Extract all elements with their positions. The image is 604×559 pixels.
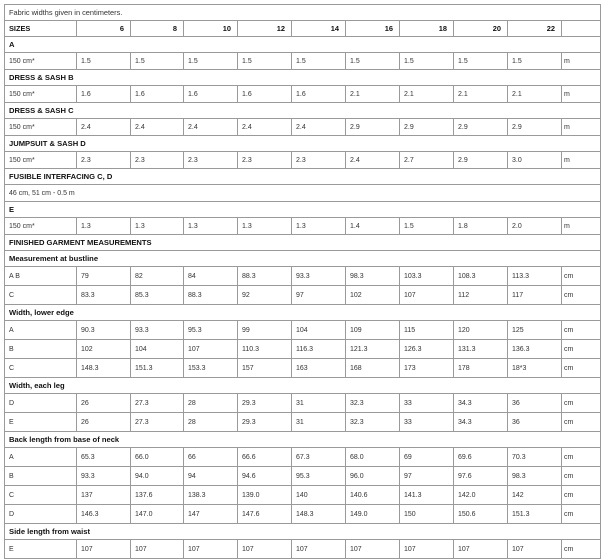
value-cell: 110.3 — [238, 340, 292, 359]
value-cell: 33 — [400, 394, 454, 413]
value-cell: 84 — [184, 267, 238, 286]
value-cell: 2.4 — [238, 119, 292, 136]
value-cell: 109 — [346, 321, 400, 340]
value-cell: 104 — [131, 340, 184, 359]
value-cell: 107 — [77, 540, 131, 559]
value-cell: 2.9 — [400, 119, 454, 136]
row-label: C — [5, 286, 77, 305]
value-cell: 67.3 — [292, 448, 346, 467]
section-title-row — [5, 103, 601, 119]
value-cell: 98.3 — [508, 467, 562, 486]
value-cell: 1.5 — [400, 218, 454, 235]
value-cell: 142.0 — [454, 486, 508, 505]
value-cell: 93.3 — [292, 267, 346, 286]
value-cell: 82 — [131, 267, 184, 286]
value-cell: 1.6 — [77, 86, 131, 103]
value-cell: 2.4 — [131, 119, 184, 136]
measurement-row — [5, 540, 601, 559]
value-cell: 1.5 — [184, 53, 238, 70]
value-cell: 26 — [77, 413, 131, 432]
value-cell: 2.0 — [508, 218, 562, 235]
row-label: B — [5, 340, 77, 359]
value-cell: 66.6 — [238, 448, 292, 467]
value-cell: 32.3 — [346, 413, 400, 432]
size-header: 12 — [238, 21, 292, 37]
section-title-row — [5, 169, 601, 185]
measurement-row — [5, 359, 601, 378]
section-title: Side length from waist — [5, 524, 601, 540]
value-cell: 1.5 — [238, 53, 292, 70]
value-cell: 107 — [400, 540, 454, 559]
value-cell: 102 — [77, 340, 131, 359]
section-title: DRESS & SASH B — [5, 70, 601, 86]
value-cell: 2.3 — [184, 152, 238, 169]
value-cell: 97 — [400, 467, 454, 486]
value-cell: 1.3 — [292, 218, 346, 235]
section-title-row — [5, 70, 601, 86]
value-cell: 34.3 — [454, 394, 508, 413]
value-cell: 163 — [292, 359, 346, 378]
section-title-row — [5, 432, 601, 448]
value-cell: 1.3 — [77, 218, 131, 235]
measurement-row — [5, 505, 601, 524]
value-cell: 126.3 — [400, 340, 454, 359]
value-cell: 88.3 — [238, 267, 292, 286]
value-cell: 1.4 — [346, 218, 400, 235]
value-cell: 97 — [292, 286, 346, 305]
size-header: 22 — [508, 21, 562, 37]
value-cell: 1.3 — [238, 218, 292, 235]
value-cell: 107 — [508, 540, 562, 559]
measurement-row — [5, 119, 601, 136]
value-cell: 1.5 — [292, 53, 346, 70]
value-cell: 103.3 — [400, 267, 454, 286]
section-title: FINISHED GARMENT MEASUREMENTS — [5, 235, 601, 251]
value-cell: 107 — [454, 540, 508, 559]
value-cell: 1.5 — [346, 53, 400, 70]
value-cell: 2.1 — [346, 86, 400, 103]
value-cell: 2.9 — [346, 119, 400, 136]
value-cell: 2.4 — [77, 119, 131, 136]
value-cell: 65.3 — [77, 448, 131, 467]
section-title: A — [5, 37, 601, 53]
section-title: JUMPSUIT & SASH D — [5, 136, 601, 152]
value-cell: 149.0 — [346, 505, 400, 524]
section-detail-row — [5, 185, 601, 202]
value-cell: 68.0 — [346, 448, 400, 467]
measurement-row — [5, 467, 601, 486]
section-title-row — [5, 202, 601, 218]
measurement-row — [5, 413, 601, 432]
value-cell: 142 — [508, 486, 562, 505]
value-cell: 2.1 — [454, 86, 508, 103]
value-cell: 93.3 — [131, 321, 184, 340]
value-cell: 1.5 — [131, 53, 184, 70]
size-header: 6 — [77, 21, 131, 37]
value-cell: 147.6 — [238, 505, 292, 524]
value-cell: 70.3 — [508, 448, 562, 467]
size-header: 20 — [454, 21, 508, 37]
value-cell: 98.3 — [346, 267, 400, 286]
section-title: DRESS & SASH C — [5, 103, 601, 119]
value-cell: 1.6 — [184, 86, 238, 103]
value-cell: 1.3 — [131, 218, 184, 235]
unit-cell: cm — [562, 413, 601, 432]
value-cell: 2.7 — [400, 152, 454, 169]
value-cell: 66.0 — [131, 448, 184, 467]
value-cell: 107 — [292, 540, 346, 559]
value-cell: 107 — [131, 540, 184, 559]
value-cell: 99 — [238, 321, 292, 340]
row-label: 150 cm* — [5, 218, 77, 235]
size-header: 10 — [184, 21, 238, 37]
value-cell: 151.3 — [131, 359, 184, 378]
value-cell: 88.3 — [184, 286, 238, 305]
section-title-row — [5, 378, 601, 394]
unit-cell: cm — [562, 505, 601, 524]
section-detail: 46 cm, 51 cm - 0.5 m — [5, 185, 601, 202]
value-cell: 2.4 — [292, 119, 346, 136]
section-title: Width, each leg — [5, 378, 601, 394]
value-cell: 28 — [184, 394, 238, 413]
unit-cell: cm — [562, 448, 601, 467]
sizes-label: SIZES — [5, 21, 77, 37]
measurement-row — [5, 394, 601, 413]
measurement-row — [5, 286, 601, 305]
row-label: E — [5, 540, 77, 559]
size-chart-table — [4, 4, 601, 559]
unit-cell: cm — [562, 267, 601, 286]
row-label: A — [5, 448, 77, 467]
row-label: 150 cm* — [5, 152, 77, 169]
measurement-row — [5, 340, 601, 359]
value-cell: 79 — [77, 267, 131, 286]
value-cell: 153.3 — [184, 359, 238, 378]
unit-cell: cm — [562, 286, 601, 305]
value-cell: 2.3 — [77, 152, 131, 169]
measurement-row — [5, 152, 601, 169]
value-cell: 1.8 — [454, 218, 508, 235]
value-cell: 34.3 — [454, 413, 508, 432]
value-cell: 173 — [400, 359, 454, 378]
value-cell: 3.0 — [508, 152, 562, 169]
value-cell: 1.5 — [77, 53, 131, 70]
value-cell: 2.1 — [508, 86, 562, 103]
section-title: FUSIBLE INTERFACING C, D — [5, 169, 601, 185]
value-cell: 2.4 — [184, 119, 238, 136]
value-cell: 18*3 — [508, 359, 562, 378]
value-cell: 83.3 — [77, 286, 131, 305]
row-label: D — [5, 394, 77, 413]
row-label: C — [5, 359, 77, 378]
value-cell: 157 — [238, 359, 292, 378]
section-title-row — [5, 235, 601, 251]
value-cell: 29.3 — [238, 394, 292, 413]
value-cell: 107 — [346, 540, 400, 559]
value-cell: 147 — [184, 505, 238, 524]
row-label: 150 cm* — [5, 53, 77, 70]
value-cell: 85.3 — [131, 286, 184, 305]
value-cell: 151.3 — [508, 505, 562, 524]
section-title-row — [5, 305, 601, 321]
value-cell: 66 — [184, 448, 238, 467]
value-cell: 33 — [400, 413, 454, 432]
unit-cell: cm — [562, 467, 601, 486]
value-cell: 138.3 — [184, 486, 238, 505]
size-header: 14 — [292, 21, 346, 37]
fabric-note: Fabric widths given in centimeters. — [5, 5, 601, 21]
unit-header — [562, 21, 601, 37]
value-cell: 2.4 — [346, 152, 400, 169]
value-cell: 140.6 — [346, 486, 400, 505]
value-cell: 93.3 — [77, 467, 131, 486]
unit-cell: m — [562, 152, 601, 169]
value-cell: 2.9 — [454, 119, 508, 136]
value-cell: 150.6 — [454, 505, 508, 524]
value-cell: 31 — [292, 394, 346, 413]
size-header: 16 — [346, 21, 400, 37]
unit-cell: m — [562, 86, 601, 103]
unit-cell: m — [562, 119, 601, 136]
value-cell: 116.3 — [292, 340, 346, 359]
value-cell: 90.3 — [77, 321, 131, 340]
value-cell: 92 — [238, 286, 292, 305]
measurement-row — [5, 267, 601, 286]
value-cell: 140 — [292, 486, 346, 505]
section-title-row — [5, 37, 601, 53]
value-cell: 117 — [508, 286, 562, 305]
value-cell: 36 — [508, 394, 562, 413]
value-cell: 1.5 — [454, 53, 508, 70]
value-cell: 28 — [184, 413, 238, 432]
value-cell: 1.3 — [184, 218, 238, 235]
value-cell: 102 — [346, 286, 400, 305]
measurement-row — [5, 53, 601, 70]
section-title: Back length from base of neck — [5, 432, 601, 448]
value-cell: 107 — [238, 540, 292, 559]
value-cell: 2.1 — [400, 86, 454, 103]
value-cell: 69 — [400, 448, 454, 467]
value-cell: 94 — [184, 467, 238, 486]
value-cell: 178 — [454, 359, 508, 378]
value-cell: 1.5 — [508, 53, 562, 70]
value-cell: 36 — [508, 413, 562, 432]
row-label: B — [5, 467, 77, 486]
value-cell: 168 — [346, 359, 400, 378]
unit-cell: cm — [562, 340, 601, 359]
measurement-row — [5, 486, 601, 505]
value-cell: 69.6 — [454, 448, 508, 467]
value-cell: 139.0 — [238, 486, 292, 505]
value-cell: 95.3 — [292, 467, 346, 486]
unit-cell: cm — [562, 540, 601, 559]
fabric-note-row — [5, 5, 601, 21]
value-cell: 121.3 — [346, 340, 400, 359]
sizes-header-row — [5, 21, 601, 37]
value-cell: 26 — [77, 394, 131, 413]
value-cell: 97.6 — [454, 467, 508, 486]
section-title: Width, lower edge — [5, 305, 601, 321]
unit-cell: m — [562, 53, 601, 70]
value-cell: 94.6 — [238, 467, 292, 486]
value-cell: 141.3 — [400, 486, 454, 505]
value-cell: 1.6 — [292, 86, 346, 103]
value-cell: 146.3 — [77, 505, 131, 524]
row-label: A — [5, 321, 77, 340]
value-cell: 108.3 — [454, 267, 508, 286]
section-title: E — [5, 202, 601, 218]
value-cell: 31 — [292, 413, 346, 432]
value-cell: 94.0 — [131, 467, 184, 486]
value-cell: 2.3 — [238, 152, 292, 169]
value-cell: 96.0 — [346, 467, 400, 486]
row-label: C — [5, 486, 77, 505]
measurement-row — [5, 448, 601, 467]
unit-cell: m — [562, 218, 601, 235]
value-cell: 27.3 — [131, 394, 184, 413]
value-cell: 104 — [292, 321, 346, 340]
value-cell: 95.3 — [184, 321, 238, 340]
value-cell: 107 — [184, 340, 238, 359]
section-title-row — [5, 251, 601, 267]
measurement-row — [5, 321, 601, 340]
unit-cell: cm — [562, 359, 601, 378]
value-cell: 107 — [400, 286, 454, 305]
section-title-row — [5, 524, 601, 540]
value-cell: 150 — [400, 505, 454, 524]
value-cell: 29.3 — [238, 413, 292, 432]
unit-cell: cm — [562, 486, 601, 505]
value-cell: 112 — [454, 286, 508, 305]
value-cell: 2.3 — [131, 152, 184, 169]
value-cell: 1.6 — [238, 86, 292, 103]
value-cell: 107 — [184, 540, 238, 559]
section-title-row — [5, 136, 601, 152]
row-label: A B — [5, 267, 77, 286]
value-cell: 32.3 — [346, 394, 400, 413]
measurement-row — [5, 86, 601, 103]
unit-cell: cm — [562, 321, 601, 340]
value-cell: 137.6 — [131, 486, 184, 505]
value-cell: 125 — [508, 321, 562, 340]
row-label: 150 cm* — [5, 86, 77, 103]
value-cell: 27.3 — [131, 413, 184, 432]
unit-cell: cm — [562, 394, 601, 413]
row-label: E — [5, 413, 77, 432]
measurement-row — [5, 218, 601, 235]
row-label: D — [5, 505, 77, 524]
row-label: 150 cm* — [5, 119, 77, 136]
value-cell: 115 — [400, 321, 454, 340]
value-cell: 148.3 — [77, 359, 131, 378]
value-cell: 148.3 — [292, 505, 346, 524]
section-title: Measurement at bustline — [5, 251, 601, 267]
value-cell: 113.3 — [508, 267, 562, 286]
value-cell: 2.9 — [508, 119, 562, 136]
value-cell: 1.6 — [131, 86, 184, 103]
value-cell: 147.0 — [131, 505, 184, 524]
size-header: 18 — [400, 21, 454, 37]
value-cell: 120 — [454, 321, 508, 340]
value-cell: 137 — [77, 486, 131, 505]
value-cell: 1.5 — [400, 53, 454, 70]
size-header: 8 — [131, 21, 184, 37]
value-cell: 2.9 — [454, 152, 508, 169]
value-cell: 131.3 — [454, 340, 508, 359]
value-cell: 2.3 — [292, 152, 346, 169]
value-cell: 136.3 — [508, 340, 562, 359]
